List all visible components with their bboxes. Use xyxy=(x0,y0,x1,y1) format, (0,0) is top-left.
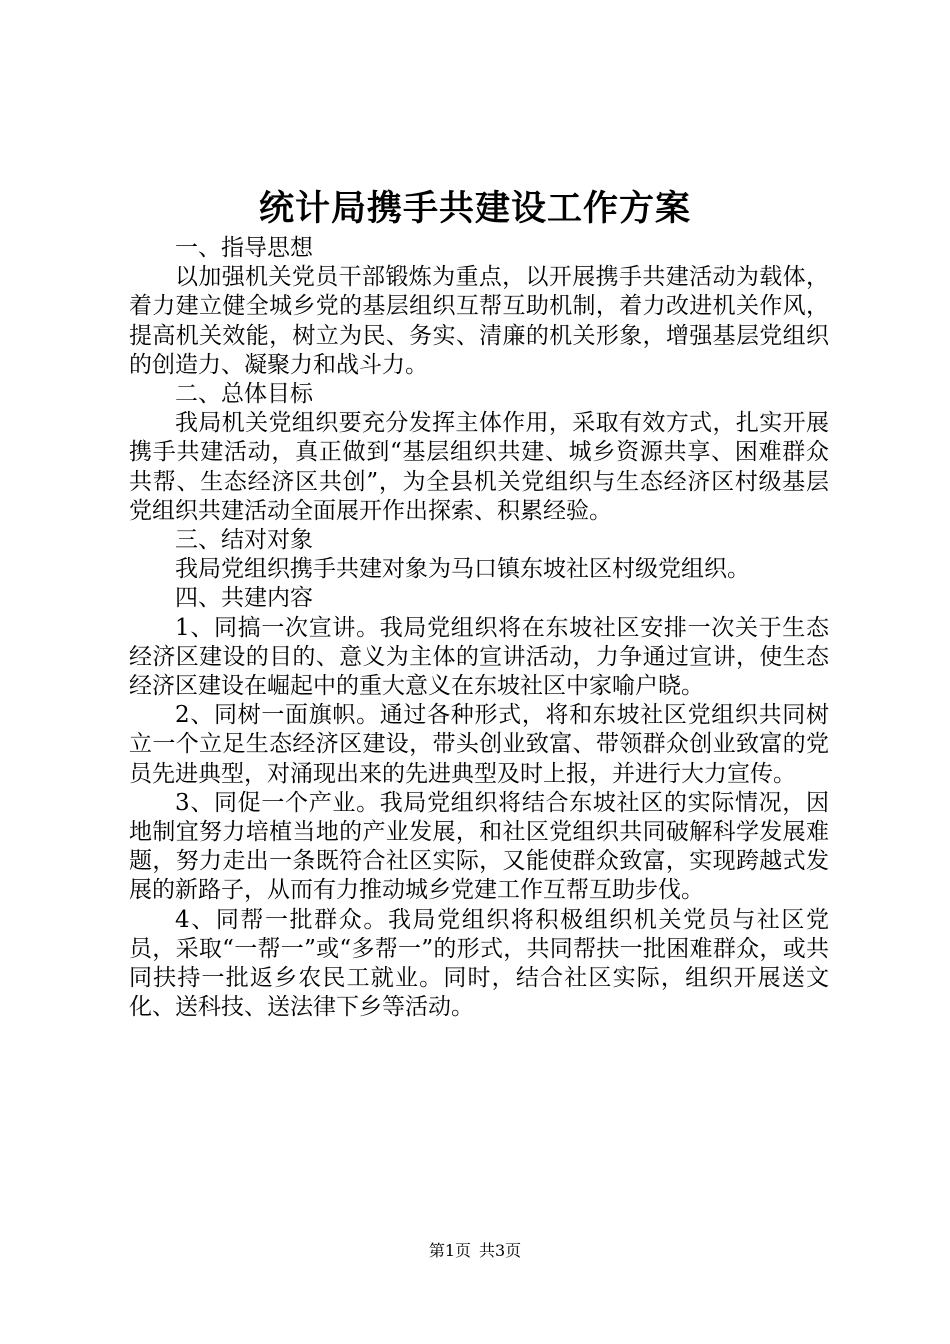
paragraph: 1、同搞一次宣讲。我局党组织将在东坡社区安排一次关于生态经济区建设的目的、意义为主体的宣讲活动，力争通过宣讲，使生态经济区建设在崛起中的重大意义在东坡社区中家喻户晓。 xyxy=(129,614,829,700)
paragraph: 4、同帮一批群众。我局党组织将积极组织机关党员与社区党员，采取“一帮一”或“多帮一”的形式，共同帮扶一批困难群众，或共同扶持一批返乡农民工就业。同时，结合社区实际，组织开展送文化、送科技、送法律下乡等活动。 xyxy=(129,906,829,1021)
paragraph: 我局党组织携手共建对象为马口镇东坡社区村级党组织。 xyxy=(175,556,750,583)
section-heading: 四、共建内容 xyxy=(175,585,313,612)
document-title: 统计局携手共建设工作方案 xyxy=(258,188,691,229)
paragraph: 以加强机关党员干部锻炼为重点，以开展携手共建活动为载体，着力建立健全城乡党的基层组织互帮互助机制，着力改进机关作风，提高机关效能，树立为民、务实、清廉的机关形象，增强基层党组织的创造力、凝聚力和战斗力。 xyxy=(129,264,829,378)
section-heading: 一、指导思想 xyxy=(175,235,313,261)
page-number: 第1页 xyxy=(428,1241,471,1260)
document-body xyxy=(129,234,829,1022)
section-heading: 二、总体目标 xyxy=(175,381,313,408)
paragraph: 2、同树一面旗帜。通过各种形式，将和东坡社区党组织共同树立一个立足生态经济区建设，带头创业致富、带领群众创业致富的党员先进典型，对涌现出来的先进典型及时上报，并进行大力宣传。 xyxy=(129,702,829,787)
paragraph: 我局机关党组织要充分发挥主体作用，采取有效方式，扎实开展携手共建活动，真正做到“基层组织共建、城乡资源共享、困难群众共帮、生态经济区共创”，为全县机关党组织与生态经济区村级基层党组织共建活动全面展开作出探索、积累经验。 xyxy=(129,410,829,524)
section-heading: 三、结对对象 xyxy=(175,527,313,554)
page-total: 共3页 xyxy=(479,1241,522,1260)
page-footer xyxy=(0,1240,950,1262)
paragraph: 3、同促一个产业。我局党组织将结合东坡社区的实际情况，因地制宜努力培植当地的产业发展，和社区党组织共同破解科学发展难题，努力走出一条既符合社区实际，又能使群众致富，实现跨越式发展的新路子，从而有力推动城乡党建工作互帮互助步伐。 xyxy=(129,789,829,904)
